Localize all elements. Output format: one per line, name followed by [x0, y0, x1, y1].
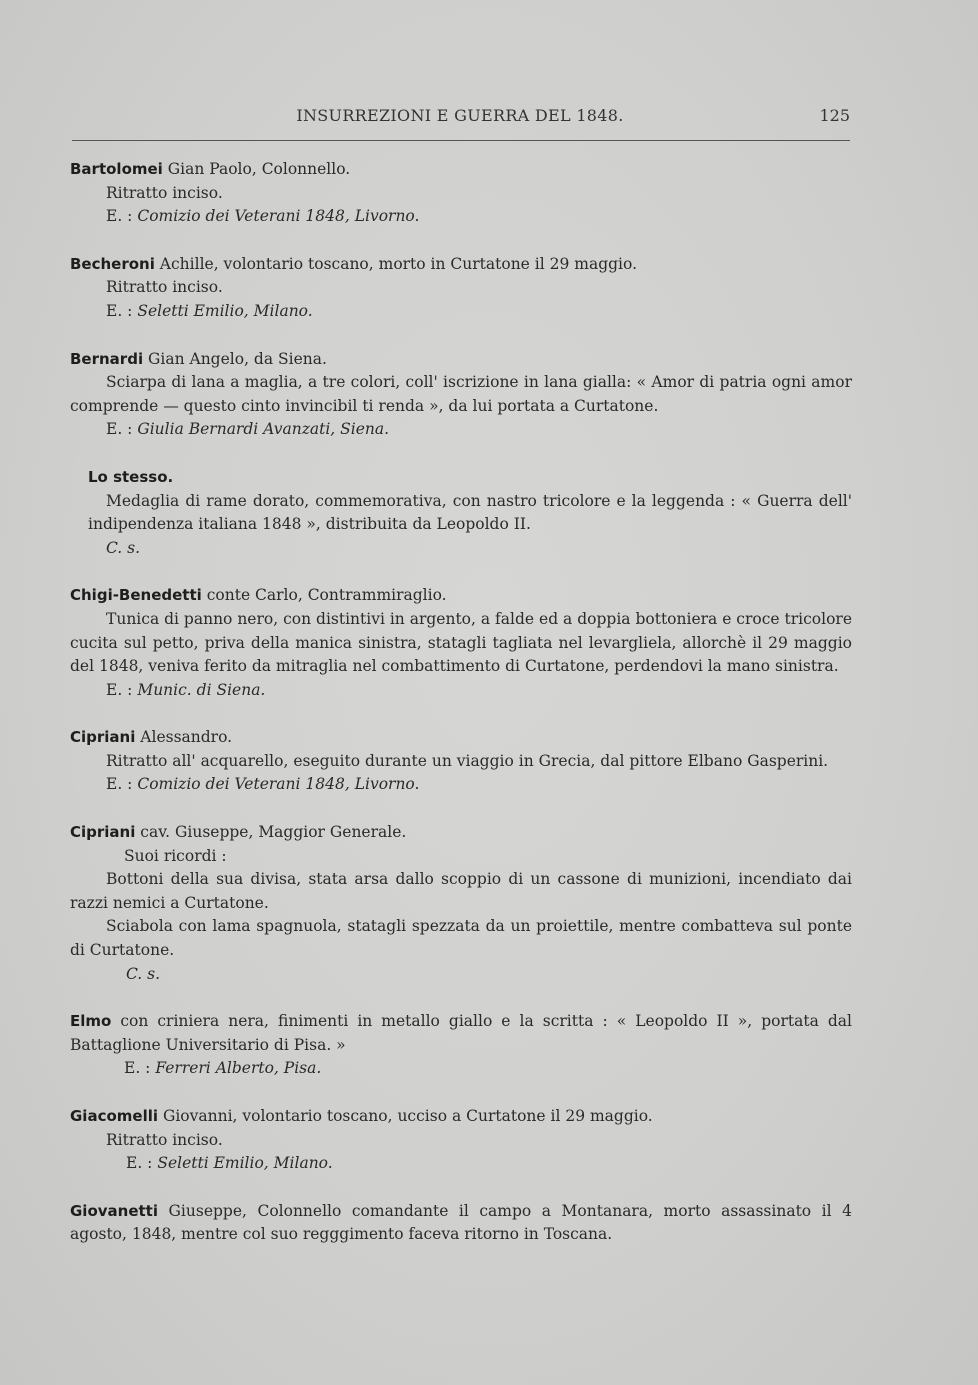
entry-elmo — [70, 1010, 852, 1081]
entry-description: Tunica di panno nero, con distintivi in argento, a falde ed a doppia bottoniera e croce tricolore cucita sul petto, priva della manica sinistra, statagli tagliata nel levargliela, allorchè il 29 maggio del 1848, veniva ferito da mitraglia nel combattimento di Curtatone, perdendovi la mano sinistra. — [70, 609, 852, 676]
entry-source: E. : Munic. di Siena. — [106, 680, 266, 699]
header-title: INSURREZIONI E GUERRA DEL 1848. — [296, 106, 624, 125]
entry-intro: Suoi ricordi : — [124, 846, 227, 865]
entry-description: Bottoni della sua divisa, stata arsa dallo scoppio di un cassone di munizioni, incendiato dai razzi nemici a Curtatone. — [70, 870, 852, 912]
entry-giovanetti — [70, 1200, 852, 1247]
entry-source: E. : Giulia Bernardi Avanzati, Siena. — [106, 420, 390, 439]
entry-name: Giovanetti — [70, 1201, 158, 1220]
catalogue-entries — [70, 158, 852, 1271]
running-header — [70, 106, 850, 130]
entry-source: C. s. — [106, 538, 141, 557]
entry-name: Bartolomei — [70, 160, 163, 178]
entry-description: Sciarpa di lana a maglia, a tre colori, coll' iscrizione in lana gialla: « Amor di patria ogni amor comprende — questo cinto invincibil ti renda », da lui portata a Curtatone. — [70, 373, 852, 415]
entry-source: E. : Comizio dei Veterani 1848, Livorno. — [106, 207, 420, 226]
entry-description: Ritratto inciso. — [106, 1130, 223, 1149]
entry-title: con criniera nera, finimenti in metallo giallo e la scritta : « Leopoldo II », portata dal Battaglione Universitario di Pisa. » — [70, 1012, 852, 1054]
page-number: 125 — [819, 106, 850, 125]
entry-title: Alessandro. — [135, 728, 233, 747]
entry-bernardi — [70, 348, 852, 442]
header-rule — [72, 140, 850, 141]
entry-becheroni — [70, 253, 852, 324]
entry-name: Chigi-Benedetti — [70, 586, 202, 605]
entry-lo-stesso — [70, 466, 852, 560]
entry-title: Achille, volontario toscano, morto in Curtatone il 29 maggio. — [154, 254, 637, 273]
entry-title: conte Carlo, Contrammiraglio. — [201, 586, 447, 605]
entry-cipriani-alessandro — [70, 726, 852, 797]
entry-name: Elmo — [70, 1012, 112, 1031]
entry-source: C. s. — [126, 964, 161, 983]
entry-name: Cipriani — [70, 728, 136, 747]
entry-name: Lo stesso. — [88, 467, 174, 486]
entry-description-2: Sciabola con lama spagnuola, statagli spezzata da un proiettile, mentre combatteva sul ponte di Curtatone. — [70, 917, 852, 960]
entry-source: E. : Comizio dei Veterani 1848, Livorno. — [106, 775, 420, 794]
entry-title: Giovanni, volontario toscano, ucciso a Curtatone il 29 maggio. — [158, 1107, 653, 1125]
entry-name: Cipriani — [70, 823, 136, 842]
entry-name: Bernardi — [70, 349, 144, 368]
entry-title: Gian Angelo, da Siena. — [143, 349, 327, 368]
entry-description: Ritratto inciso. — [106, 278, 223, 297]
entry-name: Becheroni — [70, 254, 155, 273]
entry-description: Medaglia di rame dorato, commemorativa, con nastro tricolore e la leggenda : « Guerra dell' indipendenza italiana 1848 », distribuita da Leopoldo II. — [88, 491, 852, 534]
entry-title: Gian Paolo, Colonnello. — [162, 160, 351, 178]
entry-source: E. : Seletti Emilio, Milano. — [126, 1154, 333, 1173]
entry-description: Ritratto all' acquarello, eseguito durante un viaggio in Grecia, dal pittore Elbano Gasperini. — [106, 751, 829, 770]
entry-title: cav. Giuseppe, Maggior Generale. — [135, 823, 407, 842]
entry-bartolomei — [70, 158, 852, 229]
entry-cipriani-giuseppe — [70, 821, 852, 986]
entry-giacomelli — [70, 1105, 852, 1176]
entry-name: Giacomelli — [70, 1107, 159, 1125]
entry-source: E. : Ferreri Alberto, Pisa. — [124, 1059, 322, 1078]
entry-source: E. : Seletti Emilio, Milano. — [106, 301, 313, 320]
entry-title: Giuseppe, Colonnello comandante il campo a Montanara, morto assassinato il 4 agosto, 1848, mentre col suo regggimento faceva ritorno in Toscana. — [70, 1201, 852, 1244]
entry-chigi-benedetti — [70, 584, 852, 702]
entry-description: Ritratto inciso. — [106, 183, 223, 202]
